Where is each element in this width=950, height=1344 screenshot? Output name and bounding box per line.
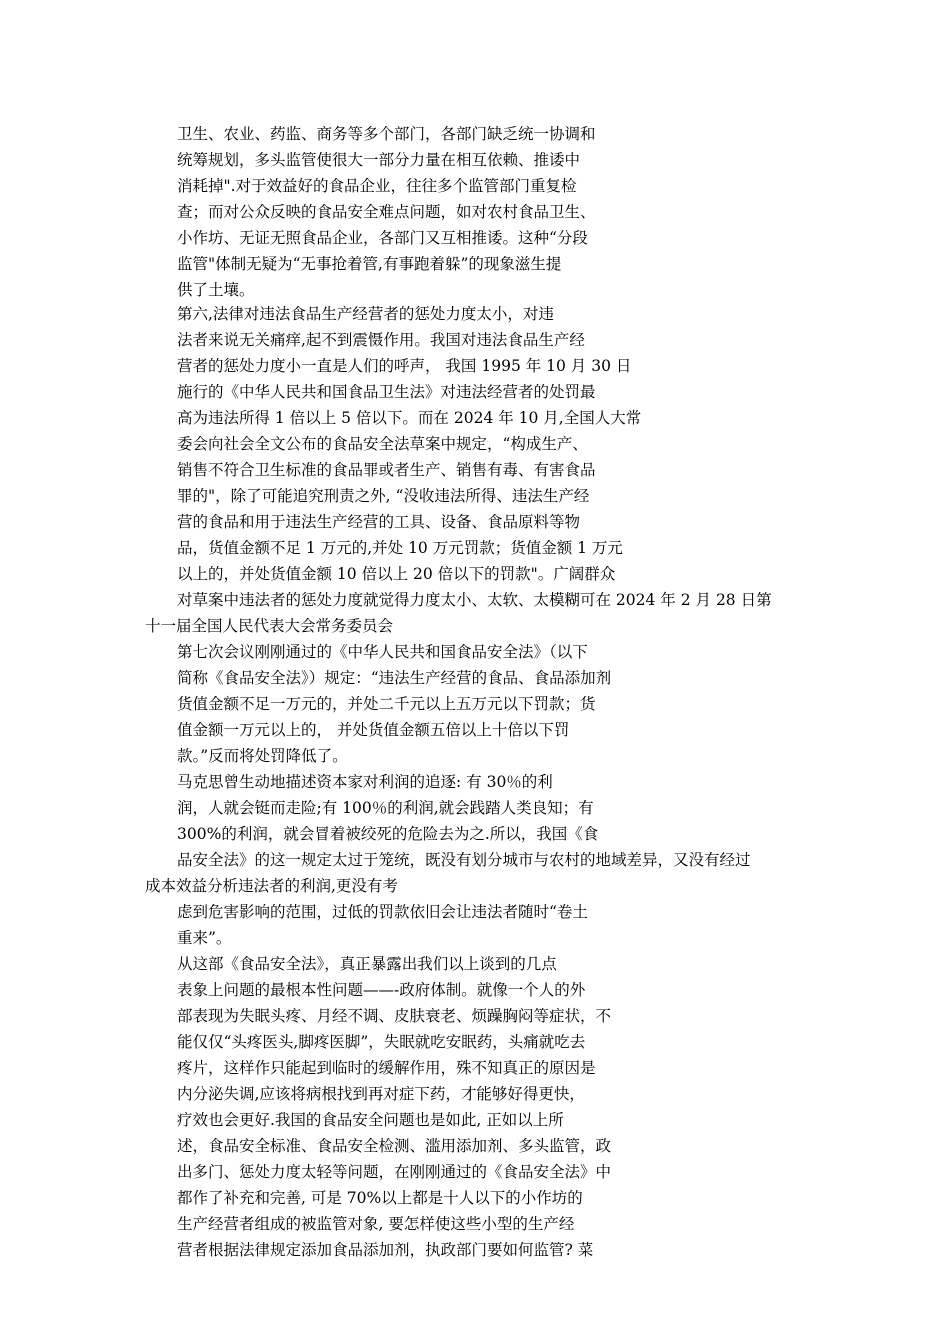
text-line: 述，食品安全标准、食品安全检测、滥用添加剂、多头监管，政 — [177, 1137, 612, 1155]
text-line: 表象上问题的最根本性问题——-政府体制。就像一个人的外 — [177, 981, 586, 999]
text-line: 重来”。 — [177, 929, 232, 947]
text-line: 第六,法律对违法食品生产经营者的惩处力度太小，对违 — [177, 305, 554, 323]
text-line: 营的食品和用于违法生产经营的工具、设备、食品原料等物 — [177, 513, 581, 531]
text-line: 施行的《中华人民共和国食品卫生法》对违法经营者的处罚最 — [177, 383, 596, 401]
text-line: 以上的，并处货值金额 10 倍以上 20 倍以下的罚款"。广阔群众 — [177, 565, 616, 583]
text-line: 统筹规划，多头监管使很大一部分力量在相互依赖、推诿中 — [177, 151, 581, 169]
text-line: 罪的"，除了可能追究刑责之外, “没收违法所得、违法生产经 — [177, 487, 590, 505]
text-line: 委会向社会全文公布的食品安全法草案中规定，“构成生产、 — [177, 435, 588, 453]
text-line: 供了土壤。 — [177, 281, 255, 299]
text-line: 虑到危害影响的范围，过低的罚款依旧会让违法者随时“卷土 — [177, 903, 588, 921]
text-line: 都作了补充和完善, 可是 70%以上都是十人以下的小作坊的 — [177, 1189, 583, 1207]
text-line: 监管"体制无疑为“无事抢着管,有事跑着躲”的现象滋生提 — [177, 255, 562, 273]
text-line: 内分泌失调,应该将病根找到再对症下药，才能够好得更快， — [177, 1085, 585, 1103]
text-line: 消耗掉".对于效益好的食品企业，往往多个监管部门重复检 — [177, 177, 577, 195]
text-line: 疼片，这样作只能起到临时的缓解作用，殊不知真正的原因是 — [177, 1059, 596, 1077]
text-line: 小作坊、无证无照食品企业，各部门又互相推诿。这种“分段 — [177, 229, 588, 247]
text-line: 第七次会议刚刚通过的《中华人民共和国食品安全法》（以下 — [177, 643, 588, 661]
text-line: 品，货值金额不足 1 万元的,并处 10 万元罚款；货值金额 1 万元 — [177, 539, 623, 557]
text-line: 品安全法》的这一规定太过于笼统，既没有划分城市与农村的地域差异，又没有经过 — [177, 851, 751, 869]
text-line: 款。”反而将处罚降低了。 — [177, 747, 348, 765]
text-line: 高为违法所得 1 倍以上 5 倍以下。而在 2024 年 10 月,全国人大常 — [177, 409, 642, 427]
text-line: 出多门、惩处力度太轻等问题，在刚刚通过的《食品安全法》中 — [177, 1163, 612, 1181]
text-line: 马克思曾生动地描述资本家对利润的追逐: 有 30％的利 — [177, 773, 553, 791]
text-line: 卫生、农业、药监、商务等多个部门，各部门缺乏统一协调和 — [177, 125, 596, 143]
text-line: 能仅仅“头疼医头,脚疼医脚”，失眠就吃安眠药，头痛就吃去 — [177, 1033, 586, 1051]
text-line: 生产经营者组成的被监管对象, 要怎样使这些小型的生产经 — [177, 1215, 575, 1233]
text-line: 简称《食品安全法》）规定：“违法生产经营的食品、食品添加剂 — [177, 669, 612, 687]
text-line: 十一届全国人民代表大会常务委员会 — [145, 617, 394, 635]
text-line: 从这部《食品安全法》，真正暴露出我们以上谈到的几点 — [177, 955, 557, 973]
text-line: 成本效益分析违法者的利润,更没有考 — [145, 877, 398, 895]
text-line: 300%的利润，就会冒着被绞死的危险去为之.所以，我国《食 — [177, 825, 599, 843]
text-line: 润，人就会铤而走险;有 100％的利润,就会践踏人类良知；有 — [177, 799, 594, 817]
text-line: 法者来说无关痛痒,起不到震慑作用。我国对违法食品生产经 — [177, 331, 585, 349]
text-line: 部表现为失眠头疼、月经不调、皮肤衰老、烦躁胸闷等症状，不 — [177, 1007, 612, 1025]
text-line: 疗效也会更好.我国的食品安全问题也是如此, 正如以上所 — [177, 1111, 564, 1129]
text-line: 营者根据法律规定添加食品添加剂，执政部门要如何监管? 菜 — [177, 1241, 594, 1259]
text-line: 营者的惩处力度小一直是人们的呼声， 我国 1995 年 10 月 30 日 — [177, 357, 632, 375]
text-line: 货值金额不足一万元的，并处二千元以上五万元以下罚款；货 — [177, 695, 596, 713]
text-line: 查；而对公众反映的食品安全难点问题，如对农村食品卫生、 — [177, 203, 596, 221]
text-line: 销售不符合卫生标准的食品罪或者生产、销售有毒、有害食品 — [177, 461, 596, 479]
text-line: 值金额一万元以上的， 并处货值金额五倍以上十倍以下罚 — [177, 721, 570, 739]
text-line: 对草案中违法者的惩处力度就觉得力度太小、太软、太模糊可在 2024 年 2 月 28 日第 — [177, 591, 772, 609]
